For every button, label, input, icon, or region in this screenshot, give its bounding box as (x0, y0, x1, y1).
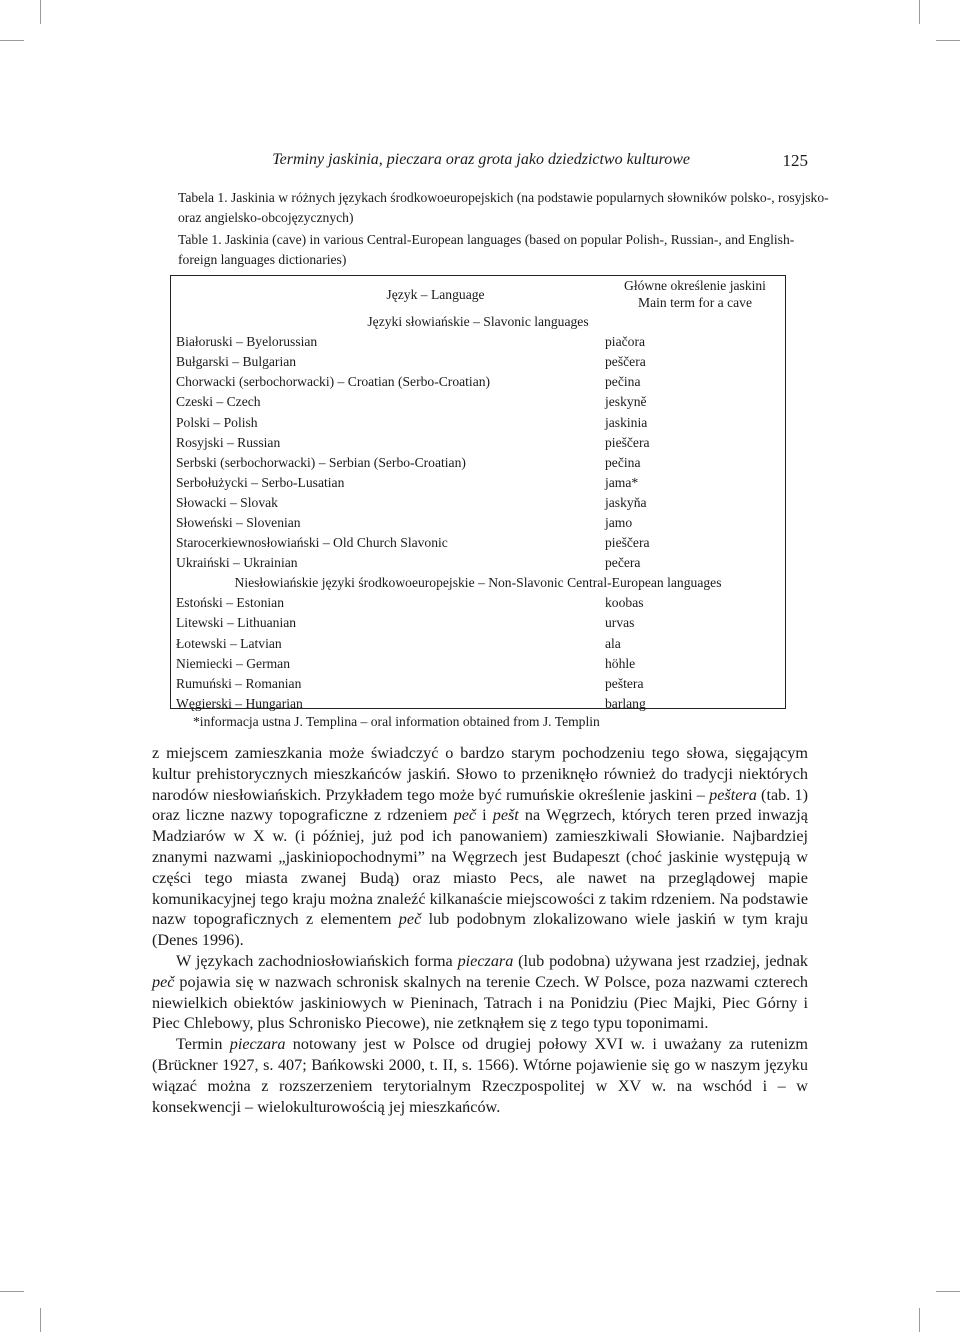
table-row (171, 332, 785, 352)
languages-table (170, 275, 786, 709)
running-header: Terminy jaskinia, pieczara oraz grota jako dziedzictwo kulturowe (272, 151, 690, 168)
crop-mark (40, 0, 41, 24)
language-cell: Serbski (serbochorwacki) – Serbian (Serbo-Croatian) (176, 454, 466, 470)
table-row (171, 634, 785, 654)
table-row (171, 412, 785, 432)
language-cell: Estoński – Estonian (176, 595, 284, 611)
term-cell: jamo (605, 514, 633, 530)
column-header-term-polish: Główne określenie jaskini (624, 278, 766, 293)
table-caption-polish: Tabela 1. Jaskinia w różnych językach środkowoeuropejskich (na podstawie popularnych słowników polsko-, rosyjsko- oraz angielsko-obcojęzycznych) (178, 190, 829, 225)
table-row (171, 674, 785, 694)
crop-mark (919, 0, 920, 24)
language-cell: Litewski – Lithuanian (176, 615, 297, 631)
table-row (171, 694, 785, 714)
table-row (171, 553, 785, 573)
column-header-term-english: Main term for a cave (638, 295, 752, 310)
term-cell: piačora (605, 334, 645, 350)
term-cell: barlang (605, 695, 646, 711)
crop-mark (936, 40, 960, 41)
term-cell: pečina (605, 374, 641, 390)
group-row-slavonic (171, 312, 785, 332)
table-row (171, 433, 785, 453)
paragraph-1: z miejscem zamieszkania może świadczyć o bardzo starym pochodzeniu tego słowa, sięgającym kultur prehistorycznych mieszkańców jaskiń. Słowo to przeniknęło również do tradycji niektórych narodów niesłowiańskich. Przykładem tego może być rumuńskie określenie jaskini – peštera (tab. 1) oraz liczne nazwy topograficzne z rdzeniem peč i pešt na Węgrzech, których teren przed inwazją Madziarów w X w. (i później, już pod ich panowaniem) zamieszkiwali Słowianie. Najbardziej znanymi nazwami „jaskiniopochodnymi” na Węgrzech jest Budapeszt (choć jaskinie występują w części tego miasta zwanej Budą) oraz miasto Pecs, ale nawet na przeglądowej mapie komunikacyjnej tego kraju można znaleźć kilkanaście miejscowości z takim rdzeniem. Na podstawie nazw topograficznych z elementem peč lub podobnym zlokalizowano wiele jaskiń w tym kraju (Denes 1996). (152, 744, 808, 950)
crop-mark (919, 1308, 920, 1332)
column-header-term (600, 276, 785, 312)
language-cell: Czeski – Czech (176, 394, 261, 410)
language-cell: Rumuński – Romanian (176, 675, 302, 691)
term-cell: ala (605, 635, 621, 651)
column-header-language: Język – Language (386, 286, 485, 302)
language-cell: Niemiecki – German (176, 655, 290, 671)
language-cell: Serbołużycki – Serbo-Lusatian (176, 474, 345, 490)
group-row-nonslavonic (171, 573, 785, 593)
table-row (171, 372, 785, 392)
term-cell: urvas (605, 615, 635, 631)
language-cell: Słowacki – Slovak (176, 494, 278, 510)
crop-mark (936, 1291, 960, 1292)
term-cell: jaskinia (605, 414, 648, 430)
page-number: 125 (782, 151, 808, 170)
crop-mark (40, 1308, 41, 1332)
language-cell: Bułgarski – Bulgarian (176, 354, 297, 370)
table-caption-english: Table 1. Jaskinia (cave) in various Central-European languages (based on popular Polish-, Russian-, and English- foreign languages dictionaries) (178, 232, 795, 267)
paragraph-3: Termin pieczara notowany jest w Polsce od drugiej połowy XVI w. i uważany za rutenizm (Brückner 1927, s. 407; Bańkowski 2000, t. II, s. 1566). Wtórne pojawienie się go w naszym języku wiązać można z rozszerzeniem terytorialnym Rzeczpospolitej w XV w. na wschód i – w konsekwencji – wielokulturowością jej mieszkańców. (152, 1035, 808, 1116)
table-row (171, 352, 785, 372)
crop-mark (0, 40, 24, 41)
language-cell: Polski – Polish (176, 414, 258, 430)
language-cell: Starocerkiewnosłowiański – Old Church Slavonic (176, 535, 448, 551)
language-cell: Rosyjski – Russian (176, 434, 281, 450)
table-row (171, 493, 785, 513)
table-footnote: *informacja ustna J. Templina – oral information obtained from J. Templin (193, 714, 600, 729)
table-row (171, 593, 785, 613)
language-cell: Łotewski – Latvian (176, 635, 282, 651)
table-row (171, 533, 785, 553)
term-cell: pečina (605, 454, 641, 470)
table-row (171, 392, 785, 412)
term-cell: pečera (605, 555, 641, 571)
term-cell: jama* (605, 474, 639, 490)
language-cell: Chorwacki (serbochorwacki) – Croatian (Serbo-Croatian) (176, 374, 491, 390)
term-cell: peščera (605, 354, 646, 370)
term-cell: koobas (605, 595, 644, 611)
term-cell: peštera (605, 675, 644, 691)
table-row (171, 473, 785, 493)
table-row (171, 613, 785, 633)
paragraph-2: W językach zachodniosłowiańskich forma pieczara (lub podobna) używana jest rzadziej, jednak peč pojawia się w nazwach schronisk skalnych na terenie Czech. W Polsce, poza nazwami czterech niewielkich obiektów jaskiniowych w Pieninach, Tatrach i na Ponidziu (Piec Majki, Piec Górny i Piec Chlebowy, plus Schronisko Piecowe), nie zetknąłem się z tego typu toponimami. (152, 951, 809, 1033)
group-label-nonslavonic: Niesłowiańskie języki środkowoeuropejskie – Non-Slavonic Central-European languages (234, 575, 722, 591)
table-row (171, 513, 785, 533)
body-text (152, 743, 808, 1117)
language-cell: Węgierski – Hungarian (176, 695, 303, 711)
table-header-row (171, 276, 785, 312)
language-cell: Ukraiński – Ukrainian (176, 555, 298, 571)
table-row (171, 453, 785, 473)
term-cell: pieščera (605, 535, 650, 551)
language-cell: Białoruski – Byelorussian (176, 334, 318, 350)
table-row (171, 654, 785, 674)
term-cell: jaskyňa (605, 494, 647, 510)
group-label-slavonic: Języki słowiańskie – Slavonic languages (367, 314, 589, 330)
term-cell: jeskyně (605, 394, 647, 410)
crop-mark (0, 1291, 24, 1292)
term-cell: pieščera (605, 434, 650, 450)
term-cell: höhle (605, 655, 636, 671)
language-cell: Słoweński – Slovenian (176, 514, 301, 530)
